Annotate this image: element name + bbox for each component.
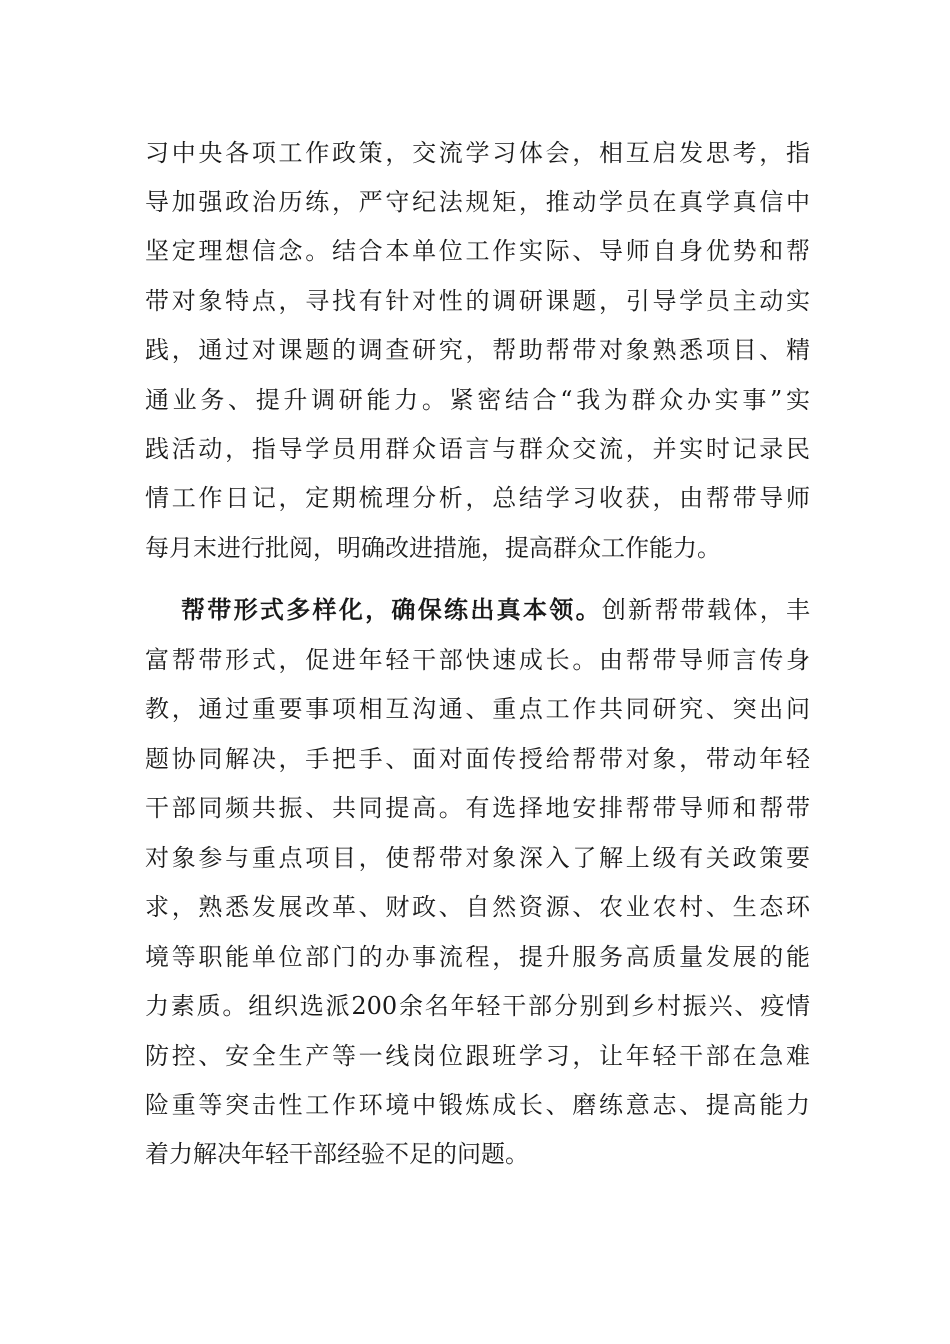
- text-line: 导加强政治历练，严守纪法规矩，推动学员在真学真信中: [145, 188, 810, 216]
- text-line: 富帮带形式，促进年轻干部快速成长。由帮带导师言传身: [145, 646, 810, 674]
- text-line: 情工作日记，定期梳理分析，总结学习收获，由帮带导师: [145, 484, 810, 512]
- text-line: 践，通过对课题的调查研究，帮助帮带对象熟悉项目、精: [145, 336, 810, 364]
- text-line: 每月末进行批阅，明确改进措施，提高群众工作能力。: [145, 534, 721, 562]
- text-line: 着力解决年轻干部经验不足的问题。: [145, 1140, 529, 1168]
- text-line: 通业务、提升调研能力。紧密结合“我为群众办实事”实: [145, 386, 810, 414]
- text-line: 险重等突击性工作环境中锻炼成长、磨练意志、提高能力: [145, 1091, 810, 1119]
- paragraph-first-line: [181, 590, 810, 630]
- text-line: 习中央各项工作政策，交流学习体会，相互启发思考，指: [145, 139, 810, 167]
- text-line: 教，通过重要事项相互沟通、重点工作共同研究、突出问: [145, 695, 810, 723]
- paragraph-heading: 帮带形式多样化，确保练出真本领。: [181, 595, 602, 624]
- text-line: 力素质。组织选派200余名年轻干部分别到乡村振兴、疫情: [145, 992, 810, 1020]
- text-line: 防控、安全生产等一线岗位跟班学习，让年轻干部在急难: [145, 1042, 810, 1070]
- text-line: 干部同频共振、共同提高。有选择地安排帮带导师和帮带: [145, 794, 810, 822]
- text-line: 践活动，指导学员用群众语言与群众交流，并实时记录民: [145, 435, 810, 463]
- text-line: 坚定理想信念。结合本单位工作实际、导师自身优势和帮: [145, 237, 810, 265]
- text-line: 带对象特点，寻找有针对性的调研课题，引导学员主动实: [145, 287, 810, 315]
- text-line: 境等职能单位部门的办事流程，提升服务高质量发展的能: [145, 943, 810, 971]
- paragraph-first-line-text: 创新帮带载体，丰: [601, 596, 810, 624]
- text-line: 题协同解决，手把手、面对面传授给帮带对象，带动年轻: [145, 745, 810, 773]
- text-line: 求，熟悉发展改革、财政、自然资源、农业农村、生态环: [145, 893, 810, 921]
- text-line: 对象参与重点项目，使帮带对象深入了解上级有关政策要: [145, 844, 810, 872]
